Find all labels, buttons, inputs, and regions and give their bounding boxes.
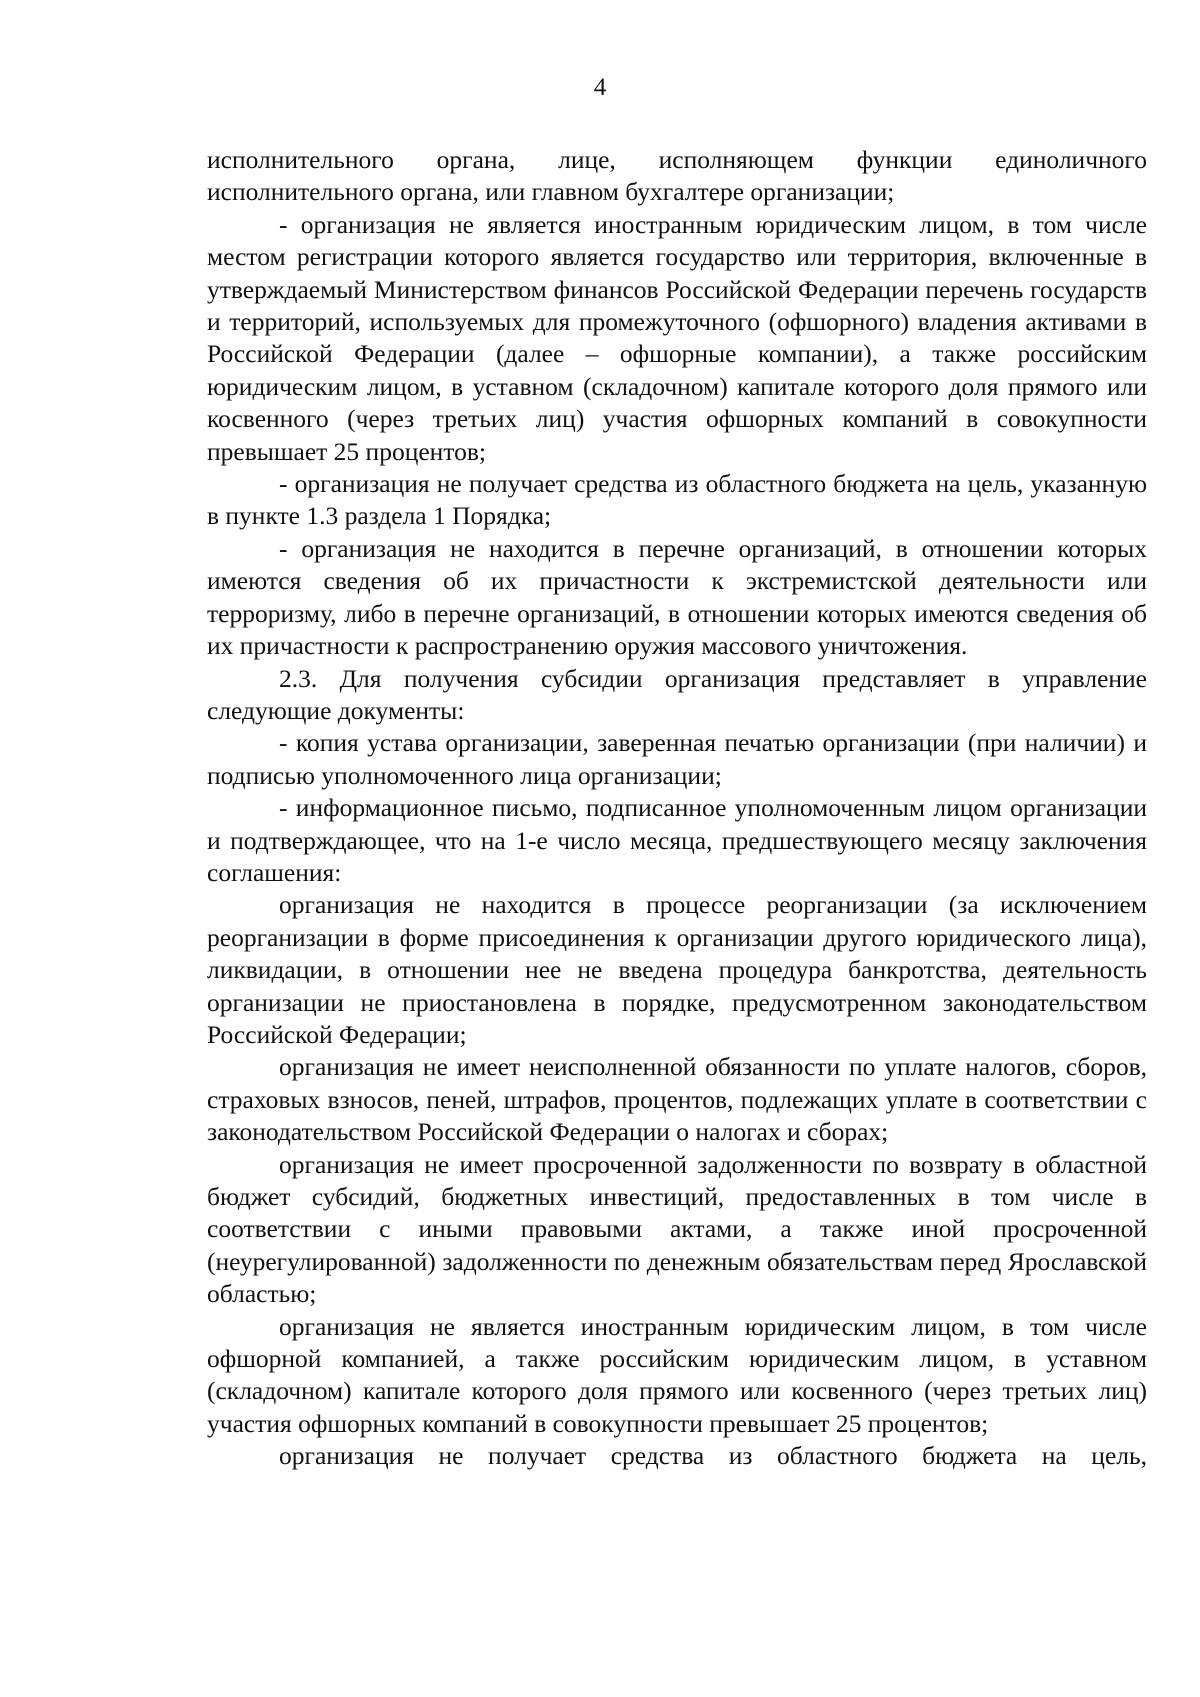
paragraph: организация не является иностранным юридическим лицом, в том числе офшорной компанией, а также российским юридическим лицом, в уставном (складочном) капитале которого доля прямого или косвенного (через третьих лиц) участия офшорных компаний в совокупности превышает 25 процентов; (207, 1311, 1147, 1438)
paragraph: - информационное письмо, подписанное уполномоченным лицом организации и подтверждающее, что на 1-е число месяца, предшествующего месяцу заключения соглашения: (207, 793, 1147, 887)
paragraph: исполнительного органа, лице, исполняющем функции единоличного исполнительного органа, или главном бухгалтере организации; (207, 145, 1147, 207)
paragraph: организация не имеет просроченной задолженности по возврату в областной бюджет субсидий, бюджетных инвестиций, предоставленных в том числе в соответствии с иными правовыми актами, а также иной просроченной (неурегулированной) задолженности по денежным обязательствам перед Ярославской областью; (207, 1149, 1147, 1309)
paragraph: - организация не находится в перечне организаций, в отношении которых имеются сведения об их причастности к экстремистской деятельности или терроризму, либо в перечне организаций, в отношении которых имеются сведения об их причастности к распространению оружия массового уничтожения. (207, 533, 1147, 661)
paragraph: организация не имеет неисполненной обязанности по уплате налогов, сборов, страховых взносов, пеней, штрафов, процентов, подлежащих уплате в соответствии с законодательством Российской Федерации о налогах и сборах; (207, 1052, 1147, 1147)
paragraph-continued: организация не получает средства из областного бюджета на цель, (279, 1441, 1147, 1471)
paragraph: - копия устава организации, заверенная печатью организации (при наличии) и подписью уполномоченного лица организации; (207, 728, 1147, 790)
document-body (207, 144, 1147, 1473)
paragraph: организация не находится в процессе реорганизации (за исключением реорганизации в форме присоединения к организации другого юридического лица), ликвидации, в отношении нее не введена процедура банкротства, деятельность организации не приостановлена в порядке, предусмотренном законодательством Российской Федерации; (207, 890, 1147, 1049)
page-number: 4 (593, 74, 607, 101)
paragraph: - организация не получает средства из областного бюджета на цель, указанную в пункте 1.3 раздела 1 Порядка; (207, 469, 1147, 531)
paragraph: 2.3. Для получения субсидии организация представляет в управление следующие документы: (207, 663, 1147, 725)
paragraph: - организация не является иностранным юридическим лицом, в том числе местом регистрации которого является государство или территория, включенные в утверждаемый Министерством финансов Российской Федерации перечень государств и территорий, используемых для промежуточного (офшорного) владения активами в Российской Федерации (далее – офшорные компании), а также российским юридическим лицом, в уставном (складочном) капитале которого доля прямого или косвенного (через третьих лиц) участия офшорных компаний в совокупности превышает 25 процентов; (207, 209, 1147, 466)
